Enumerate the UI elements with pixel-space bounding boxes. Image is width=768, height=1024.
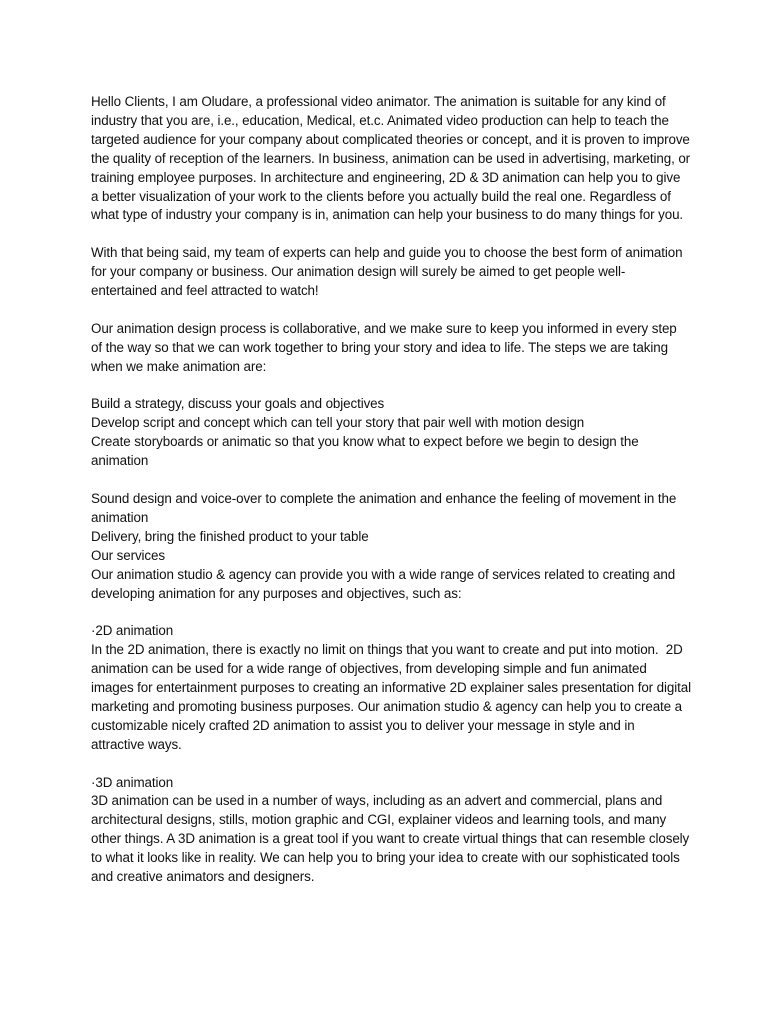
spacer xyxy=(91,755,691,774)
service-3d-section xyxy=(91,774,691,887)
service-3d-title: ·3D animation xyxy=(91,774,174,790)
spacer xyxy=(91,603,691,622)
step-item: Develop script and concept which can tell your story that pair well with motion design xyxy=(91,415,585,431)
steps-list-continued xyxy=(91,490,691,603)
service-2d-section xyxy=(91,622,695,754)
step-item: Sound design and voice-over to complete the animation and enhance the feeling of movement in the animation xyxy=(91,490,680,525)
process-paragraph: Our animation design process is collaborative, and we make sure to keep you informed in every step of the way so that we can work together to bring your story and idea to life. The steps we are taking when we make animation are: xyxy=(91,320,681,374)
service-2d-body: In the 2D animation, there is exactly no limit on things that you want to create and put into motion. 2D animation can be used for a wide range of objectives, from developing simple and fun animated images for entertainment purposes to creating an informative 2D explainer sales presentation for digital marketing and promoting business purposes. Our animation studio & agency can help you to create a customizable nicely crafted 2D animation to assist you to deliver your message in style and in attractive ways. xyxy=(91,642,695,752)
document-page xyxy=(91,93,695,887)
step-item: Delivery, bring the finished product to your table xyxy=(91,528,369,544)
service-3d-body: 3D animation can be used in a number of ways, including as an advert and commercial, plans and architectural designs, stills, motion graphic and CGI, explainer videos and learning tools, and many other things. A 3D animation is a great tool if you want to create virtual things that can resemble closely to what it looks like in reality. We can help you to bring your idea to create with our sophisticated tools and creative animators and designers. xyxy=(91,793,693,885)
service-2d-title: ·2D animation xyxy=(91,623,174,639)
step-item: Create storyboards or animatic so that you know what to expect before we begin to design the animation xyxy=(91,434,643,469)
services-heading: Our services xyxy=(91,547,165,563)
step-item: Build a strategy, discuss your goals and objectives xyxy=(91,396,385,412)
steps-list xyxy=(91,395,691,471)
team-paragraph: With that being said, my team of experts can help and guide you to choose the best form of animation for your company or business. Our animation design will surely be aimed to get people well-entertained and feel attracted to watch! xyxy=(91,245,687,299)
services-intro: Our animation studio & agency can provide you with a wide range of services related to creating and developing animation for any purposes and objectives, such as: xyxy=(91,566,679,601)
intro-paragraph: Hello Clients, I am Oludare, a professional video animator. The animation is suitable for any kind of industry that you are, i.e., education, Medical, et.c. Animated video production can help to teach the targeted audience for your company about complicated theories or concept, and it is proven to improve the quality of reception of the learners. In business, animation can be used in advertising, marketing, or training employee purposes. In architecture and engineering, 2D & 3D animation can help you to give a better visualization of your work to the clients before you actually build the real one. Regardless of what type of industry your company is in, animation can help your business to do many things for you. xyxy=(91,94,694,223)
spacer xyxy=(91,471,691,490)
